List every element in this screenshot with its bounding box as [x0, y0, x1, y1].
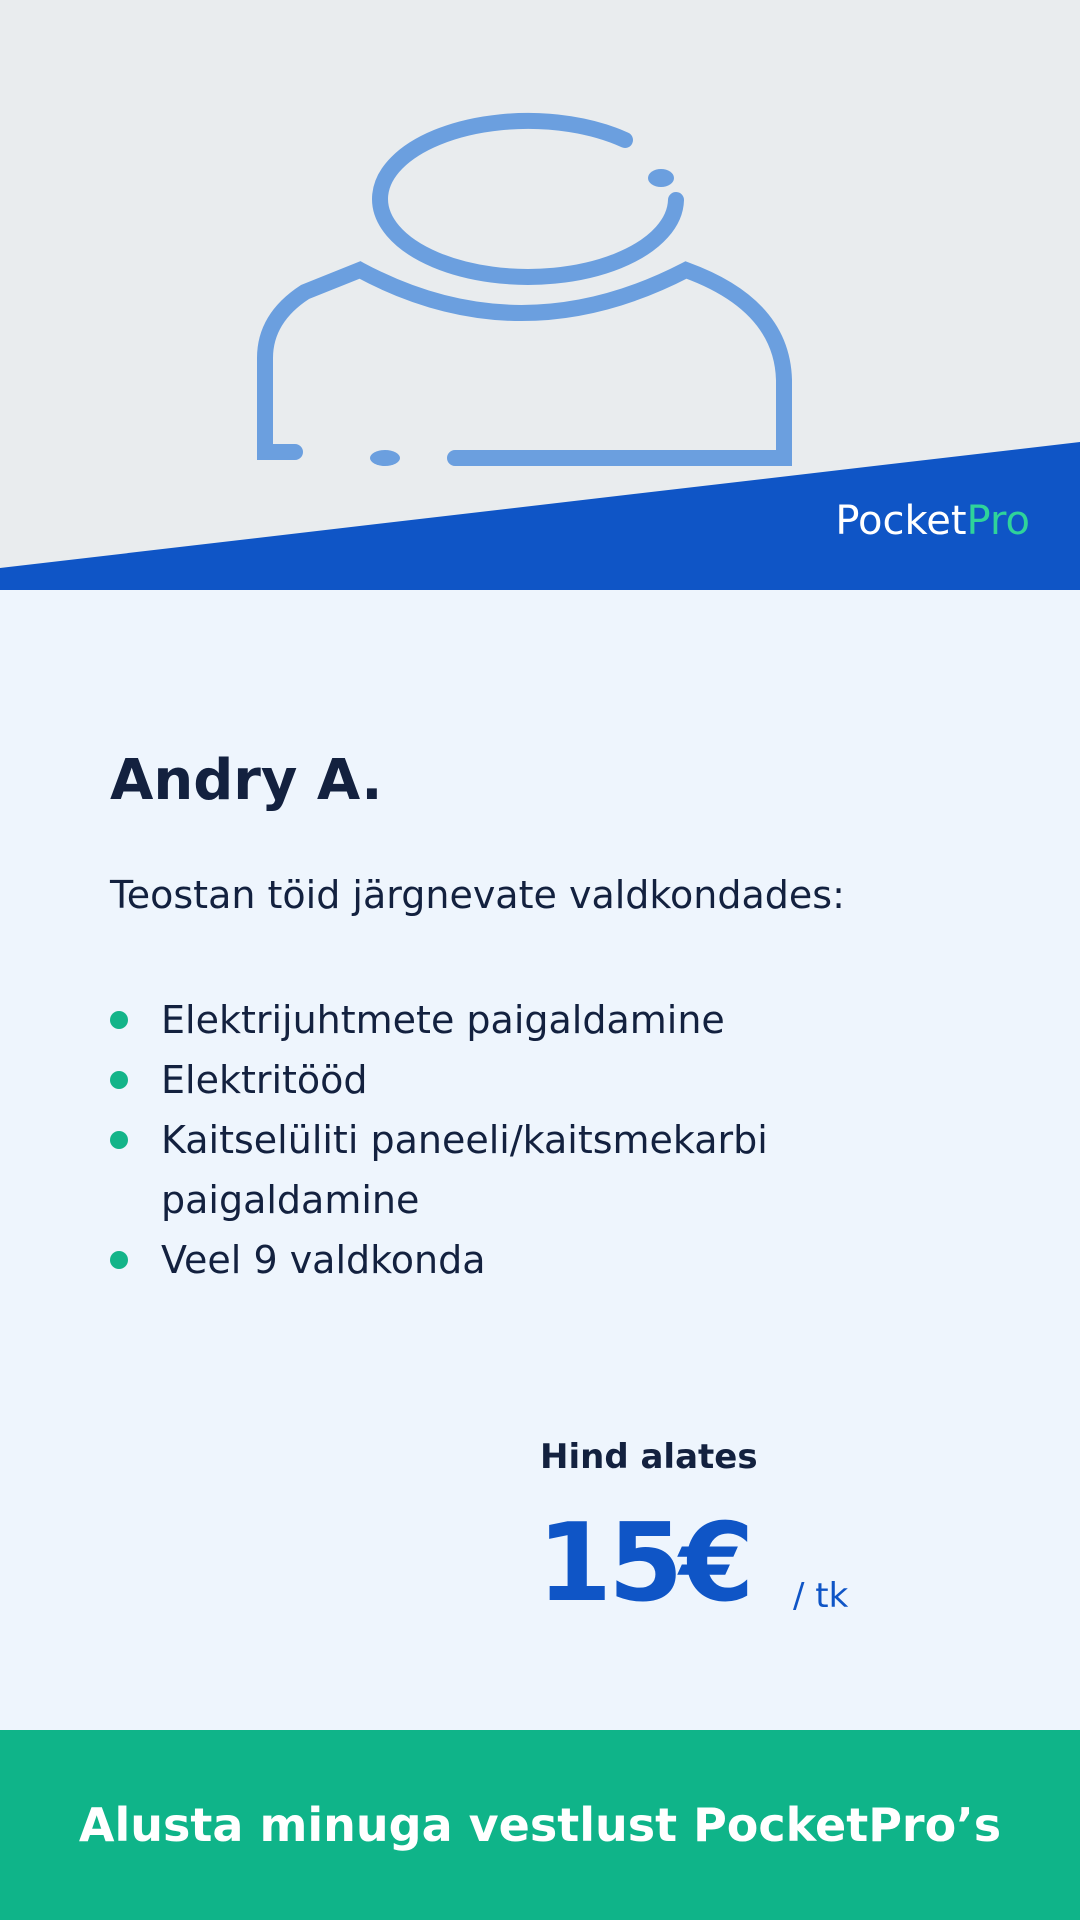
- logo-pocket: Pocket: [835, 498, 967, 544]
- bullet-icon: [110, 1251, 128, 1269]
- service-item: [110, 1050, 930, 1110]
- logo-pro: Pro: [966, 498, 1030, 544]
- start-chat-button[interactable]: Alusta minuga vestlust PocketPro’s: [0, 1730, 1080, 1920]
- profile-header: [0, 0, 1080, 590]
- service-item: [110, 1110, 930, 1230]
- service-label: Elektrijuhtmete paigaldamine: [161, 998, 725, 1042]
- bullet-icon: [110, 1071, 128, 1089]
- service-item: [110, 990, 930, 1050]
- services-intro: Teostan töid järgnevate valdkondades:: [110, 873, 845, 917]
- bullet-icon: [110, 1131, 128, 1149]
- price-value: 15€: [537, 1501, 751, 1626]
- service-label: Elektritööd: [161, 1058, 368, 1102]
- price-label: Hind alates: [540, 1437, 758, 1477]
- services-list: [110, 990, 930, 1290]
- service-item: [110, 1230, 930, 1290]
- profile-name: Andry A.: [110, 748, 383, 813]
- service-label: Veel 9 valdkonda: [161, 1238, 486, 1282]
- bullet-icon: [110, 1011, 128, 1029]
- pocketpro-logo: [835, 498, 1030, 544]
- price-unit: / tk: [793, 1576, 849, 1616]
- service-label: Kaitselüliti paneeli/kaitsmekarbi paigaldamine: [161, 1118, 768, 1222]
